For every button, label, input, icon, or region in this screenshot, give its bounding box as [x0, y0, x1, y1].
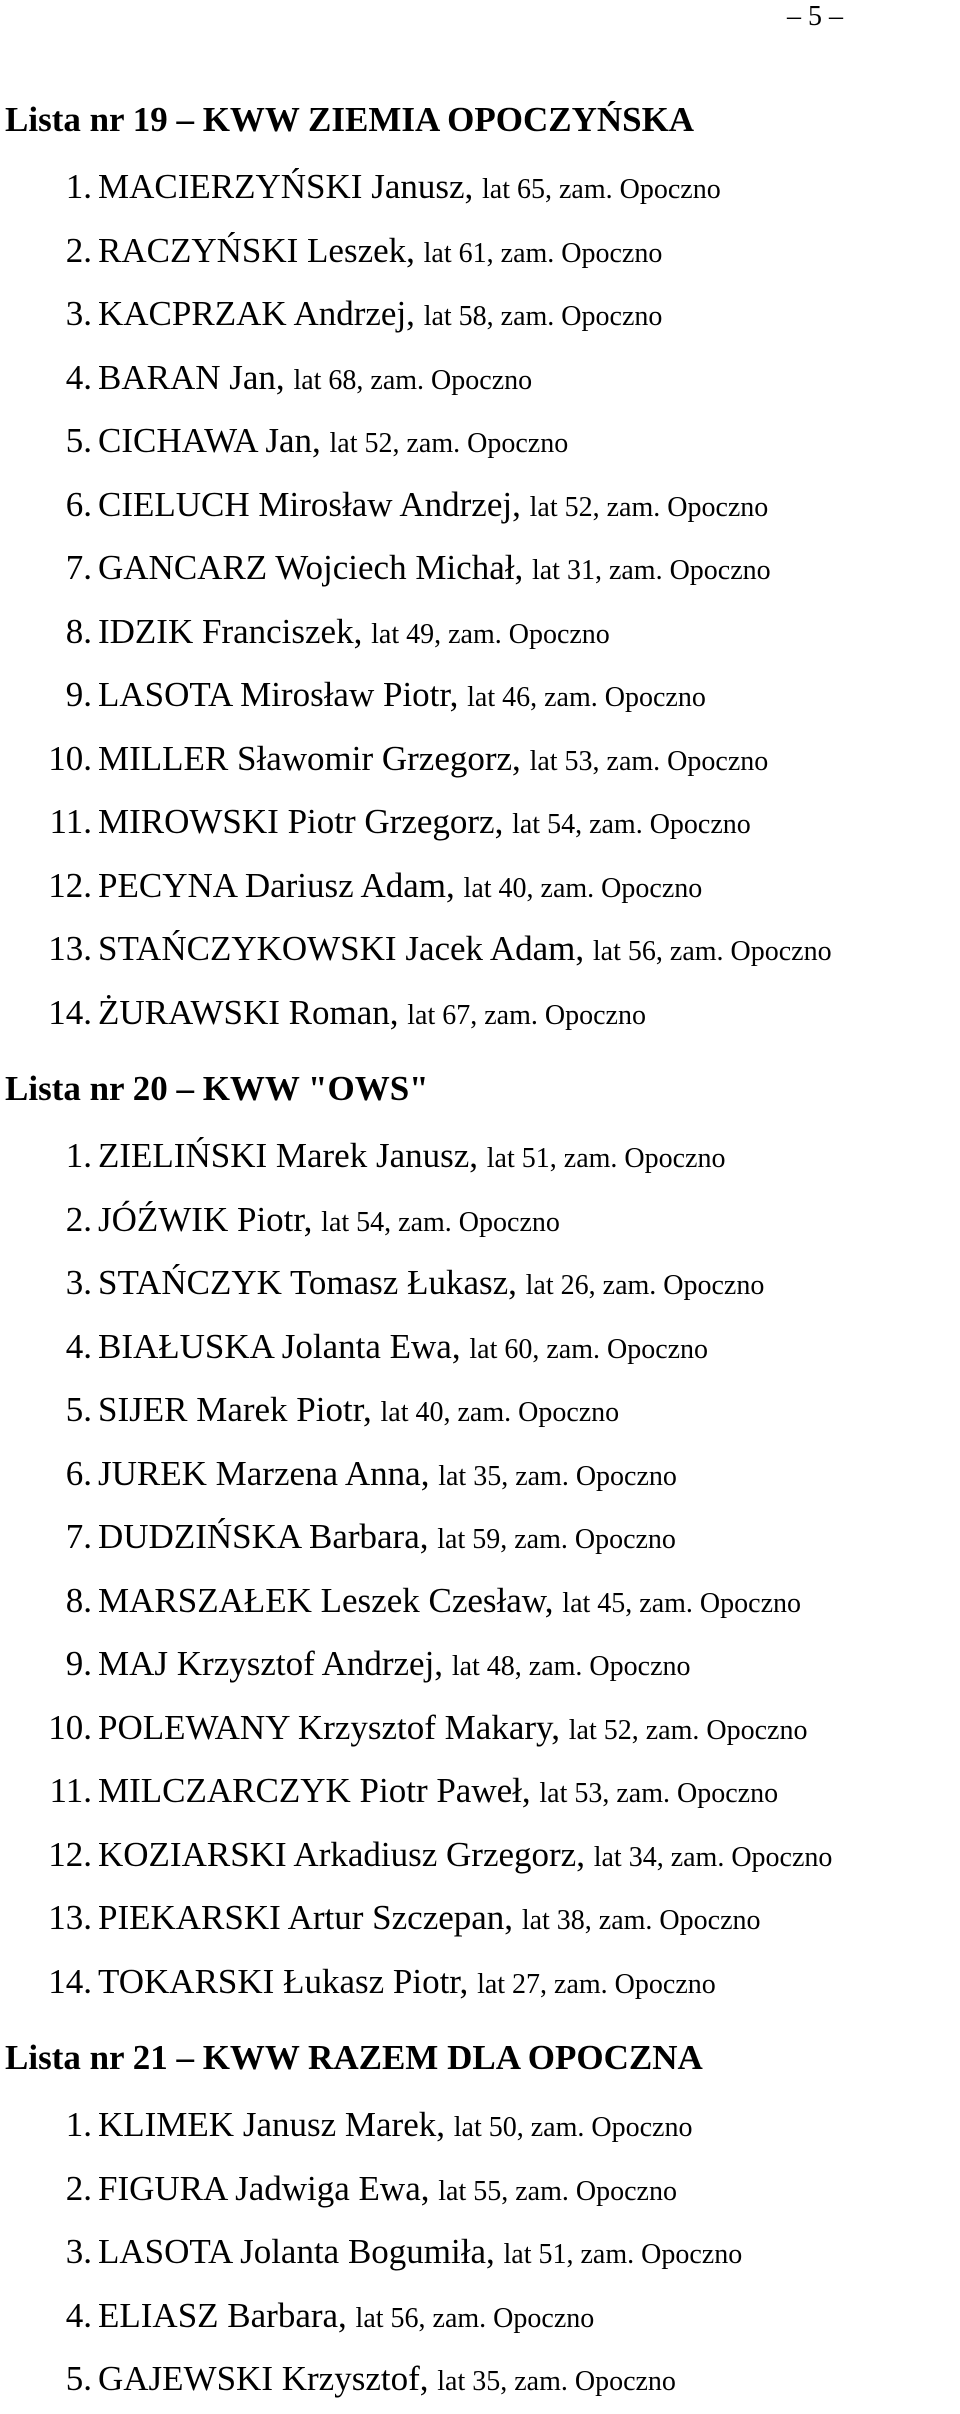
candidate-name: STAŃCZYKOWSKI Jacek Adam,: [98, 929, 585, 968]
candidate-details: lat 45, zam. Opoczno: [562, 1587, 801, 1619]
candidate-name: GANCARZ Wojciech Michał,: [98, 548, 524, 587]
candidate-item: [0, 155, 960, 219]
candidate-details: lat 51, zam. Opoczno: [486, 1143, 726, 1174]
candidate-item: [0, 2220, 960, 2284]
candidate-number: 9.: [65, 1644, 92, 1683]
candidate-name: LASOTA Jolanta Bogumiła,: [98, 2232, 495, 2271]
candidate-details: lat 31, zam. Opoczno: [531, 555, 771, 586]
candidate-item: [0, 1505, 960, 1569]
candidate-text: [92, 1569, 801, 1633]
candidate-text: [92, 1188, 560, 1252]
candidate-name: POLEWANY Krzysztof Makary,: [98, 1707, 561, 1747]
candidate-text: [92, 790, 751, 854]
candidate-details: lat 56, zam. Opoczno: [355, 2302, 595, 2334]
candidate-details: lat 38, zam. Opoczno: [521, 1905, 761, 1936]
candidate-item: [0, 1823, 960, 1887]
candidate-number: 1.: [65, 1136, 92, 1175]
candidate-details: lat 52, zam. Opoczno: [529, 491, 769, 523]
candidate-number: 3.: [65, 2232, 92, 2271]
candidate-item: [0, 536, 960, 600]
candidate-text: [92, 600, 610, 664]
candidate-number: 8.: [65, 611, 92, 651]
candidate-list: [0, 85, 960, 1044]
candidate-number: 2.: [65, 2168, 92, 2208]
candidate-item: [0, 1759, 960, 1823]
candidate-number: 7.: [65, 1517, 92, 1556]
candidate-name: RACZYŃSKI Leszek,: [98, 230, 415, 270]
candidate-number: 11.: [49, 1771, 92, 1810]
candidate-item: [0, 282, 960, 346]
candidate-item: [0, 473, 960, 537]
candidate-item: [0, 2347, 960, 2411]
candidate-details: lat 56, zam. Opoczno: [592, 936, 832, 967]
list-heading: Lista nr 21 – KWW RAZEM DLA OPOCZNA: [5, 2038, 703, 2077]
candidate-number: 5.: [65, 1390, 92, 1429]
candidate-number: 12.: [48, 1834, 92, 1874]
candidate-text: [92, 1315, 708, 1379]
candidate-text: [92, 2347, 676, 2411]
candidate-details: lat 61, zam. Opoczno: [423, 237, 663, 269]
candidate-text: [92, 854, 702, 918]
candidate-name: MIROWSKI Piotr Grzegorz,: [98, 802, 504, 841]
candidate-name: BARAN Jan,: [98, 357, 285, 397]
candidate-number: 7.: [65, 548, 92, 587]
candidate-name: STAŃCZYK Tomasz Łukasz,: [98, 1263, 517, 1302]
candidate-name: KOZIARSKI Arkadiusz Grzegorz,: [98, 1834, 585, 1874]
candidate-details: lat 65, zam. Opoczno: [482, 174, 721, 205]
candidate-text: [92, 536, 771, 600]
candidate-text: [92, 663, 706, 727]
candidate-text: [92, 1886, 761, 1950]
candidate-item: [0, 1569, 960, 1633]
candidate-number: 2.: [65, 1199, 92, 1239]
candidate-text: [92, 1442, 677, 1506]
candidate-number: 5.: [65, 421, 92, 460]
list-heading: Lista nr 19 – KWW ZIEMIA OPOCZYŃSKA: [5, 100, 695, 139]
candidate-item: [0, 600, 960, 664]
candidate-details: lat 26, zam. Opoczno: [525, 1270, 765, 1301]
candidate-details: lat 48, zam. Opoczno: [451, 1651, 691, 1682]
candidate-item: [0, 1124, 960, 1188]
candidate-details: lat 58, zam. Opoczno: [423, 301, 663, 332]
document-body: [0, 85, 960, 2411]
candidate-name: MARSZAŁEK Leszek Czesław,: [98, 1580, 554, 1620]
candidate-number: 10.: [48, 738, 92, 778]
candidate-item: [0, 727, 960, 791]
candidate-item: [0, 663, 960, 727]
candidate-number: 13.: [48, 1898, 92, 1937]
candidate-list: [0, 1054, 960, 2013]
candidate-text: [92, 917, 832, 981]
candidate-text: [92, 2093, 692, 2157]
candidate-text: [92, 2220, 742, 2284]
candidate-item: [0, 1632, 960, 1696]
candidate-number: 5.: [65, 2359, 92, 2398]
candidate-text: [92, 473, 768, 537]
candidate-text: [92, 219, 662, 283]
candidate-details: lat 40, zam. Opoczno: [380, 1397, 620, 1428]
candidate-details: lat 46, zam. Opoczno: [467, 682, 706, 713]
candidate-text: [92, 282, 662, 346]
candidate-number: 12.: [48, 865, 92, 905]
candidate-item: [0, 346, 960, 410]
candidate-item: [0, 981, 960, 1045]
candidate-details: lat 40, zam. Opoczno: [463, 872, 703, 904]
candidate-details: lat 51, zam. Opoczno: [503, 2239, 743, 2270]
candidate-number: 11.: [49, 802, 92, 841]
candidate-name: LASOTA Mirosław Piotr,: [98, 675, 459, 714]
candidate-number: 4.: [65, 1326, 92, 1366]
candidate-details: lat 27, zam. Opoczno: [477, 1968, 716, 2000]
candidate-number: 14.: [48, 992, 92, 1032]
candidate-text: [92, 1759, 778, 1823]
candidate-name: TOKARSKI Łukasz Piotr,: [98, 1961, 469, 2001]
list-heading: Lista nr 20 – KWW "OWS": [5, 1069, 429, 1108]
candidate-name: MILLER Sławomir Grzegorz,: [98, 738, 521, 778]
candidate-item: [0, 1886, 960, 1950]
candidate-item: [0, 1696, 960, 1760]
candidate-details: lat 53, zam. Opoczno: [539, 1778, 779, 1809]
candidate-item: [0, 1251, 960, 1315]
candidate-details: lat 52, zam. Opoczno: [329, 428, 569, 459]
candidate-text: [92, 346, 532, 410]
candidate-text: [92, 2284, 594, 2348]
candidate-number: 10.: [48, 1707, 92, 1747]
candidate-text: [92, 1251, 764, 1315]
candidate-name: GAJEWSKI Krzysztof,: [98, 2359, 429, 2398]
candidate-item: [0, 409, 960, 473]
candidate-number: 1.: [65, 167, 92, 206]
candidate-name: PECYNA Dariusz Adam,: [98, 865, 455, 905]
candidate-name: KLIMEK Janusz Marek,: [98, 2105, 445, 2144]
candidate-details: lat 59, zam. Opoczno: [437, 1524, 676, 1555]
candidate-details: lat 53, zam. Opoczno: [529, 745, 769, 777]
candidate-number: 3.: [65, 1263, 92, 1302]
candidate-name: SIJER Marek Piotr,: [98, 1390, 372, 1429]
candidate-name: IDZIK Franciszek,: [98, 611, 363, 651]
candidate-details: lat 55, zam. Opoczno: [438, 2175, 677, 2207]
candidate-name: ZIELIŃSKI Marek Janusz,: [98, 1136, 479, 1175]
candidate-number: 9.: [65, 675, 92, 714]
candidate-item: [0, 1950, 960, 2014]
candidate-item: [0, 2284, 960, 2348]
candidate-item: [0, 1378, 960, 1442]
candidate-name: PIEKARSKI Artur Szczepan,: [98, 1898, 514, 1937]
page-number: – 5 –: [787, 1, 843, 32]
candidate-details: lat 68, zam. Opoczno: [293, 364, 533, 396]
candidate-number: 3.: [65, 294, 92, 333]
candidate-text: [92, 1696, 807, 1760]
candidate-name: MACIERZYŃSKI Janusz,: [98, 167, 474, 206]
candidate-text: [92, 1378, 619, 1442]
candidate-item: [0, 1442, 960, 1506]
candidate-details: lat 52, zam. Opoczno: [568, 1714, 808, 1746]
candidate-name: ELIASZ Barbara,: [98, 2295, 347, 2335]
candidate-number: 6.: [65, 484, 92, 524]
candidate-list: [0, 2023, 960, 2411]
candidate-item: [0, 1188, 960, 1252]
candidate-name: MILCZARCZYK Piotr Paweł,: [98, 1771, 531, 1810]
candidate-text: [92, 1823, 832, 1887]
candidate-details: lat 50, zam. Opoczno: [453, 2112, 693, 2143]
candidate-text: [92, 981, 646, 1045]
candidate-details: lat 54, zam. Opoczno: [321, 1206, 560, 1238]
candidate-details: lat 67, zam. Opoczno: [407, 999, 646, 1031]
candidate-details: lat 54, zam. Opoczno: [512, 809, 751, 840]
candidate-item: [0, 219, 960, 283]
candidate-number: 6.: [65, 1453, 92, 1493]
candidate-text: [92, 1632, 691, 1696]
candidate-name: CICHAWA Jan,: [98, 421, 321, 460]
candidate-details: lat 49, zam. Opoczno: [371, 618, 610, 650]
candidate-details: lat 60, zam. Opoczno: [469, 1333, 709, 1365]
candidate-name: ŻURAWSKI Roman,: [98, 992, 399, 1032]
candidate-text: [92, 409, 568, 473]
candidate-name: DUDZIŃSKA Barbara,: [98, 1517, 429, 1556]
candidate-name: JUREK Marzena Anna,: [98, 1453, 430, 1493]
candidate-number: 2.: [65, 230, 92, 270]
candidate-text: [92, 2157, 677, 2221]
candidate-number: 14.: [48, 1961, 92, 2001]
candidate-name: JÓŹWIK Piotr,: [98, 1199, 313, 1239]
candidate-item: [0, 917, 960, 981]
candidate-details: lat 35, zam. Opoczno: [437, 2366, 676, 2397]
candidate-item: [0, 854, 960, 918]
candidate-text: [92, 1505, 676, 1569]
candidate-item: [0, 1315, 960, 1379]
candidate-text: [92, 727, 768, 791]
candidate-item: [0, 2157, 960, 2221]
candidate-number: 13.: [48, 929, 92, 968]
candidate-text: [92, 155, 721, 219]
candidate-name: KACPRZAK Andrzej,: [98, 294, 415, 333]
candidate-number: 4.: [65, 357, 92, 397]
candidate-name: MAJ Krzysztof Andrzej,: [98, 1644, 444, 1683]
candidate-number: 1.: [65, 2105, 92, 2144]
candidate-item: [0, 790, 960, 854]
candidate-details: lat 34, zam. Opoczno: [593, 1841, 833, 1873]
candidate-name: BIAŁUSKA Jolanta Ewa,: [98, 1326, 461, 1366]
candidate-number: 8.: [65, 1580, 92, 1620]
candidate-text: [92, 1124, 725, 1188]
candidate-text: [92, 1950, 716, 2014]
candidate-number: 4.: [65, 2295, 92, 2335]
candidate-name: CIELUCH Mirosław Andrzej,: [98, 484, 521, 524]
candidate-name: FIGURA Jadwiga Ewa,: [98, 2168, 430, 2208]
candidate-details: lat 35, zam. Opoczno: [438, 1460, 677, 1492]
candidate-item: [0, 2093, 960, 2157]
